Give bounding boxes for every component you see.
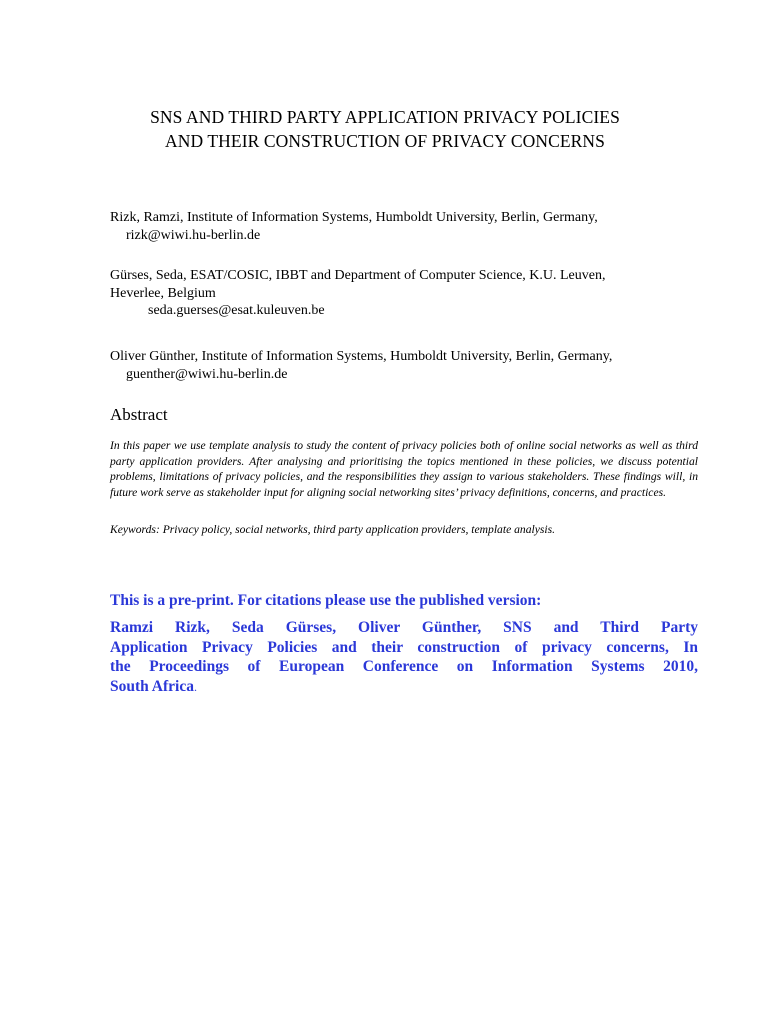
- citation-line-4-text: South Africa: [110, 677, 194, 695]
- author-2-email[interactable]: seda.guerses@esat.kuleuven.be: [148, 303, 325, 318]
- citation-block: [110, 618, 698, 696]
- citation-line-4: [110, 677, 698, 697]
- abstract-heading: Abstract: [110, 405, 168, 424]
- citation-line-3: the Proceedings of European Conference on Information Systems 2010,: [110, 658, 698, 676]
- paper-title-line-1: SNS AND THIRD PARTY APPLICATION PRIVACY POLICIES: [150, 107, 620, 127]
- citation-line-2: Application Privacy Policies and their construction of privacy concerns, In: [110, 638, 698, 656]
- citation-line-1: Ramzi Rizk, Seda Gürses, Oliver Günther, SNS and Third Party: [110, 619, 698, 636]
- keywords: Keywords: Privacy policy, social networks, third party application providers, template analysis.: [110, 523, 556, 536]
- author-2-affiliation-cont: Heverlee, Belgium: [110, 286, 216, 301]
- abstract-body: In this paper we use template analysis to study the content of privacy policies both of online social networks as well as third party application providers. After analysing and prioritising the topics mentioned in these policies, we discuss potential problems, limitations of privacy policies, and the responsibilities they assign to various stakeholders. These findings will, in future work serve as stakeholder input for aligning social networking sites’ privacy definitions, concerns, and practices.: [110, 439, 698, 499]
- author-1-email[interactable]: rizk@wiwi.hu-berlin.de: [126, 228, 261, 243]
- paper-title-line-2: AND THEIR CONSTRUCTION OF PRIVACY CONCERNS: [165, 131, 605, 151]
- author-1-affiliation: Rizk, Ramzi, Institute of Information Systems, Humboldt University, Berlin, Germany,: [110, 210, 598, 225]
- author-3-email[interactable]: guenther@wiwi.hu-berlin.de: [126, 367, 288, 382]
- author-3-affiliation: Oliver Günther, Institute of Information Systems, Humboldt University, Berlin, Germany,: [110, 349, 613, 364]
- citation-end: .: [193, 679, 197, 694]
- author-2-affiliation: Gürses, Seda, ESAT/COSIC, IBBT and Department of Computer Science, K.U. Leuven,: [110, 268, 606, 283]
- preprint-notice: This is a pre-print. For citations please use the published version:: [110, 592, 542, 609]
